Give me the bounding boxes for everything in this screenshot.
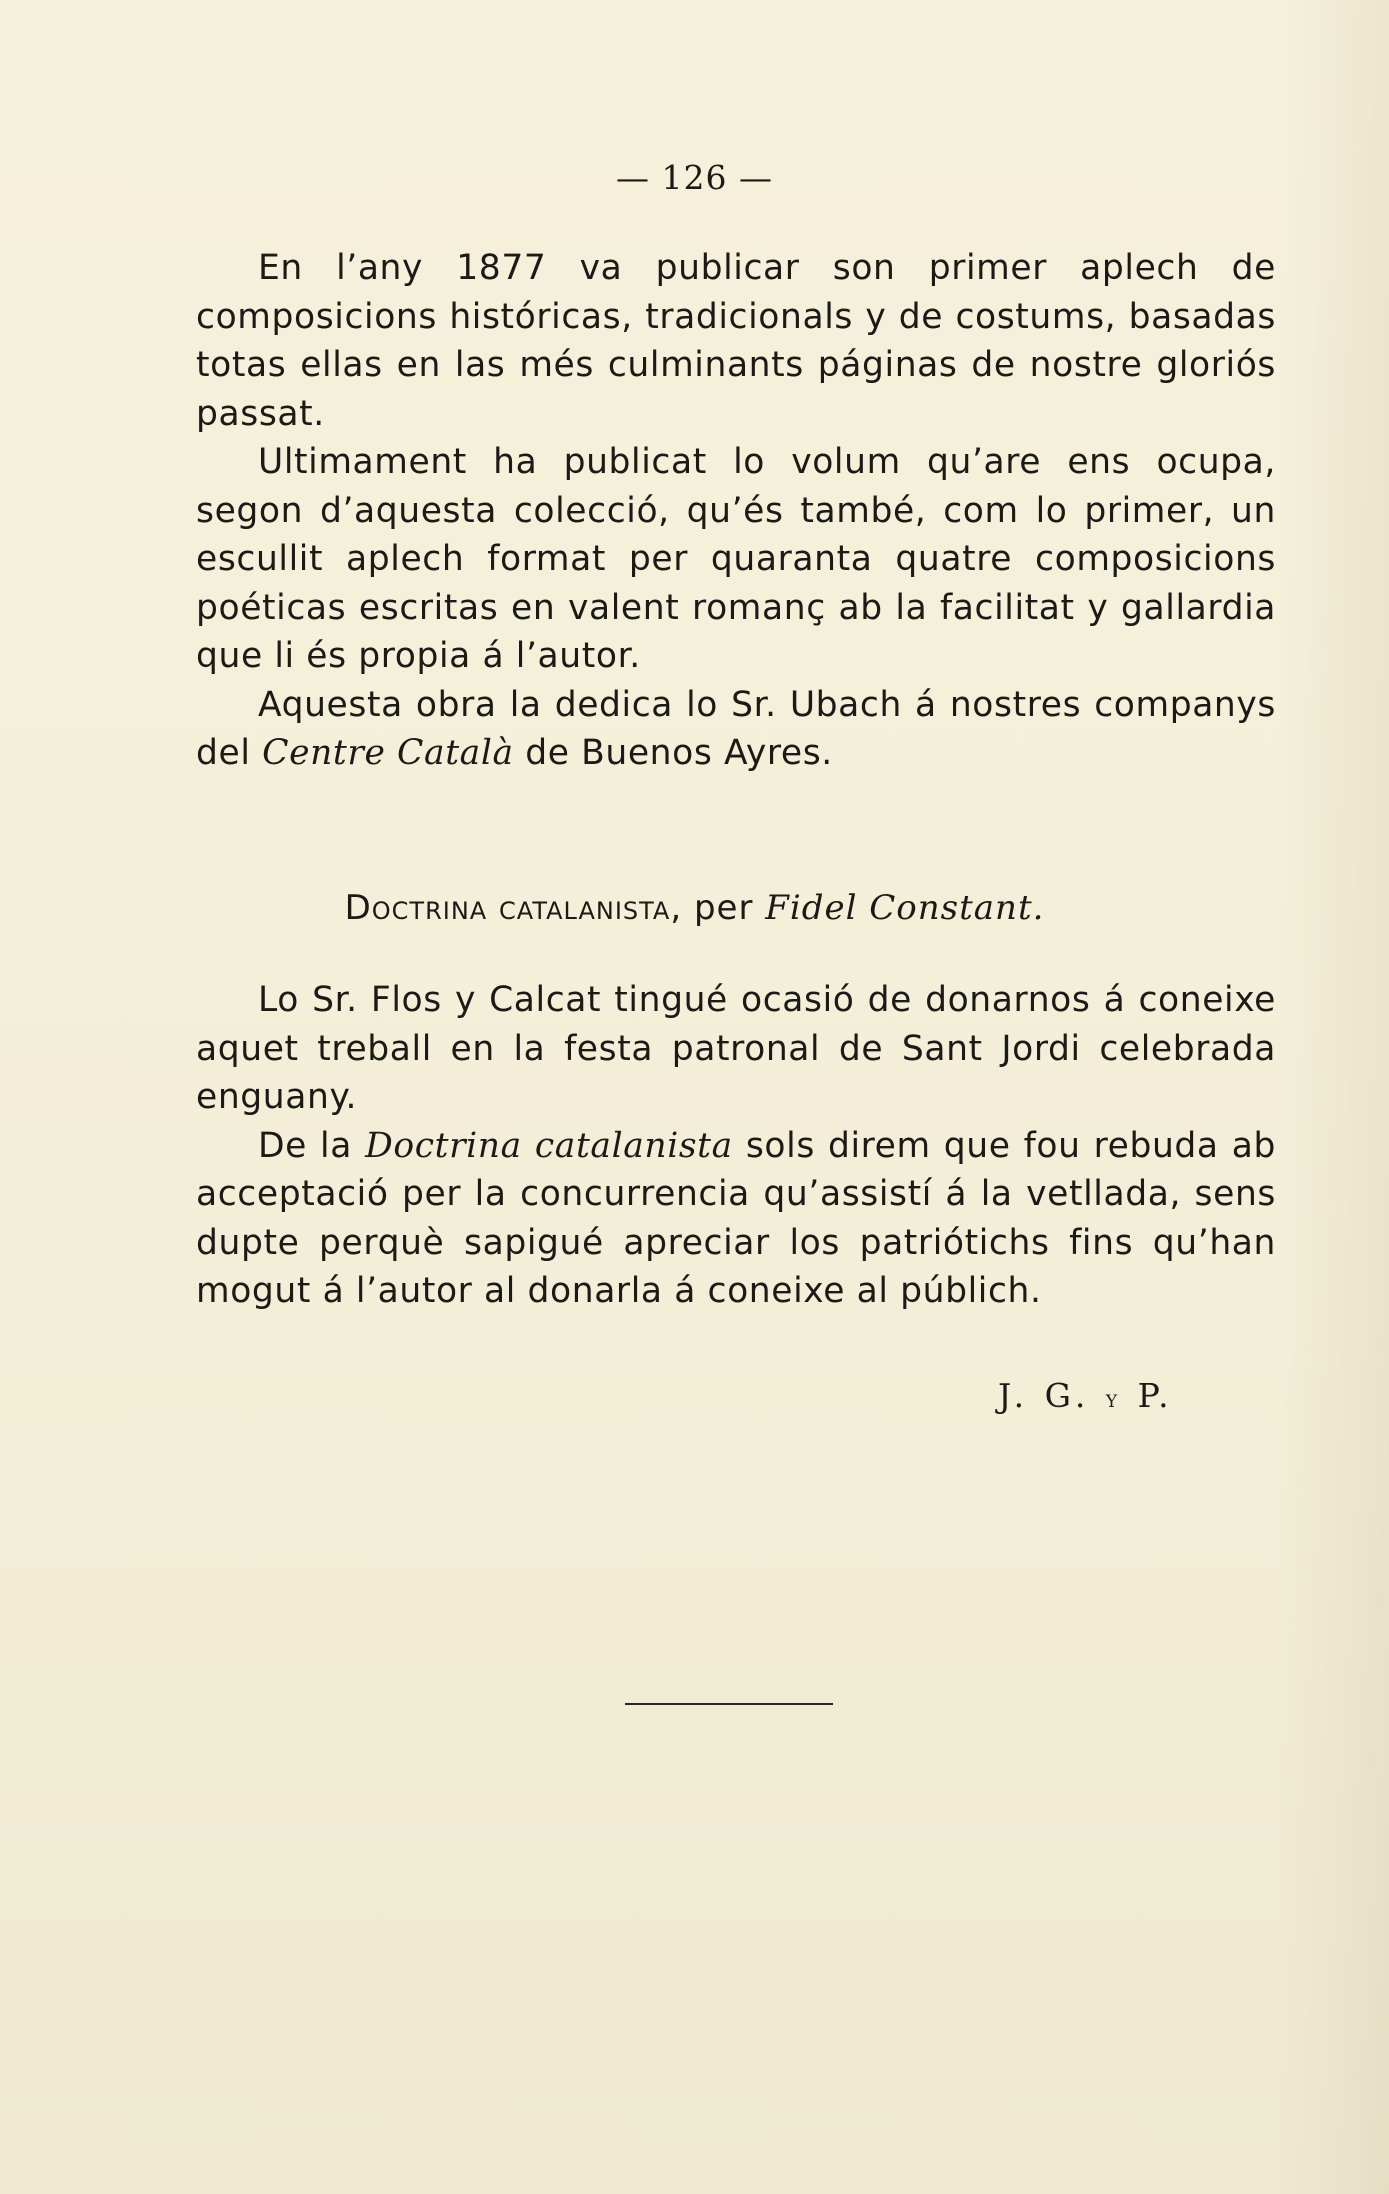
text-block-upper bbox=[196, 244, 1276, 778]
doctrina-title: Doctrina catalanista bbox=[365, 1125, 733, 1166]
doctrina-prefix: De la bbox=[258, 1125, 366, 1166]
paragraph-doctrina bbox=[196, 1122, 1276, 1316]
dedication-suffix: de Buenos Ayres. bbox=[513, 733, 833, 773]
paragraph-dedication bbox=[196, 681, 1276, 778]
page-number: — 126 — bbox=[616, 158, 773, 197]
end-rule-divider bbox=[625, 1703, 833, 1705]
heading-title: Doctrina catalanista, bbox=[344, 888, 683, 928]
text-block-lower bbox=[196, 976, 1276, 1316]
signature-initials: J. G. bbox=[998, 1376, 1091, 1415]
signature-conj: y bbox=[1105, 1385, 1123, 1413]
signature-last: P. bbox=[1137, 1376, 1174, 1415]
paragraph-first-aplech: En l’any 1877 va publicar son primer aplech de composicions históricas, tradicionals y de costums, basadas totas ellas en las més culminants páginas de nostre gloriós passat. bbox=[196, 248, 1276, 434]
paragraph-ultimament: Ultimament ha publicat lo volum qu’are ens ocupa, segon d’aquesta colecció, qu’és també, com lo primer, un escullit aplech format per quaranta quatre composicions poéticas escritas en valent romanç ab la facilitat y gallardia que li és propia á l’autor. bbox=[196, 442, 1276, 676]
dedication-prefix: Aquesta obra la dedica lo Sr. Ubach á nostres companys del bbox=[196, 684, 1276, 773]
doctrina-suffix: sols direm que fou rebuda ab acceptació per la concurrencia qu’assistí á la vetllada, sens dupte perquè sapigué apreciar los patriótichs fins qu’han mogut á l’autor al donarla á coneixe al públich. bbox=[196, 1125, 1276, 1311]
heading-by: per bbox=[682, 888, 766, 928]
signature bbox=[998, 1376, 1174, 1415]
section-heading bbox=[0, 888, 1389, 928]
paragraph-flos: Lo Sr. Flos y Calcat tingué ocasió de donarnos á coneixe aquet treball en la festa patronal de Sant Jordi celebrada enguany. bbox=[196, 980, 1276, 1117]
dedication-centre-catala: Centre Català bbox=[262, 733, 514, 773]
heading-author: Fidel Constant. bbox=[765, 888, 1045, 928]
